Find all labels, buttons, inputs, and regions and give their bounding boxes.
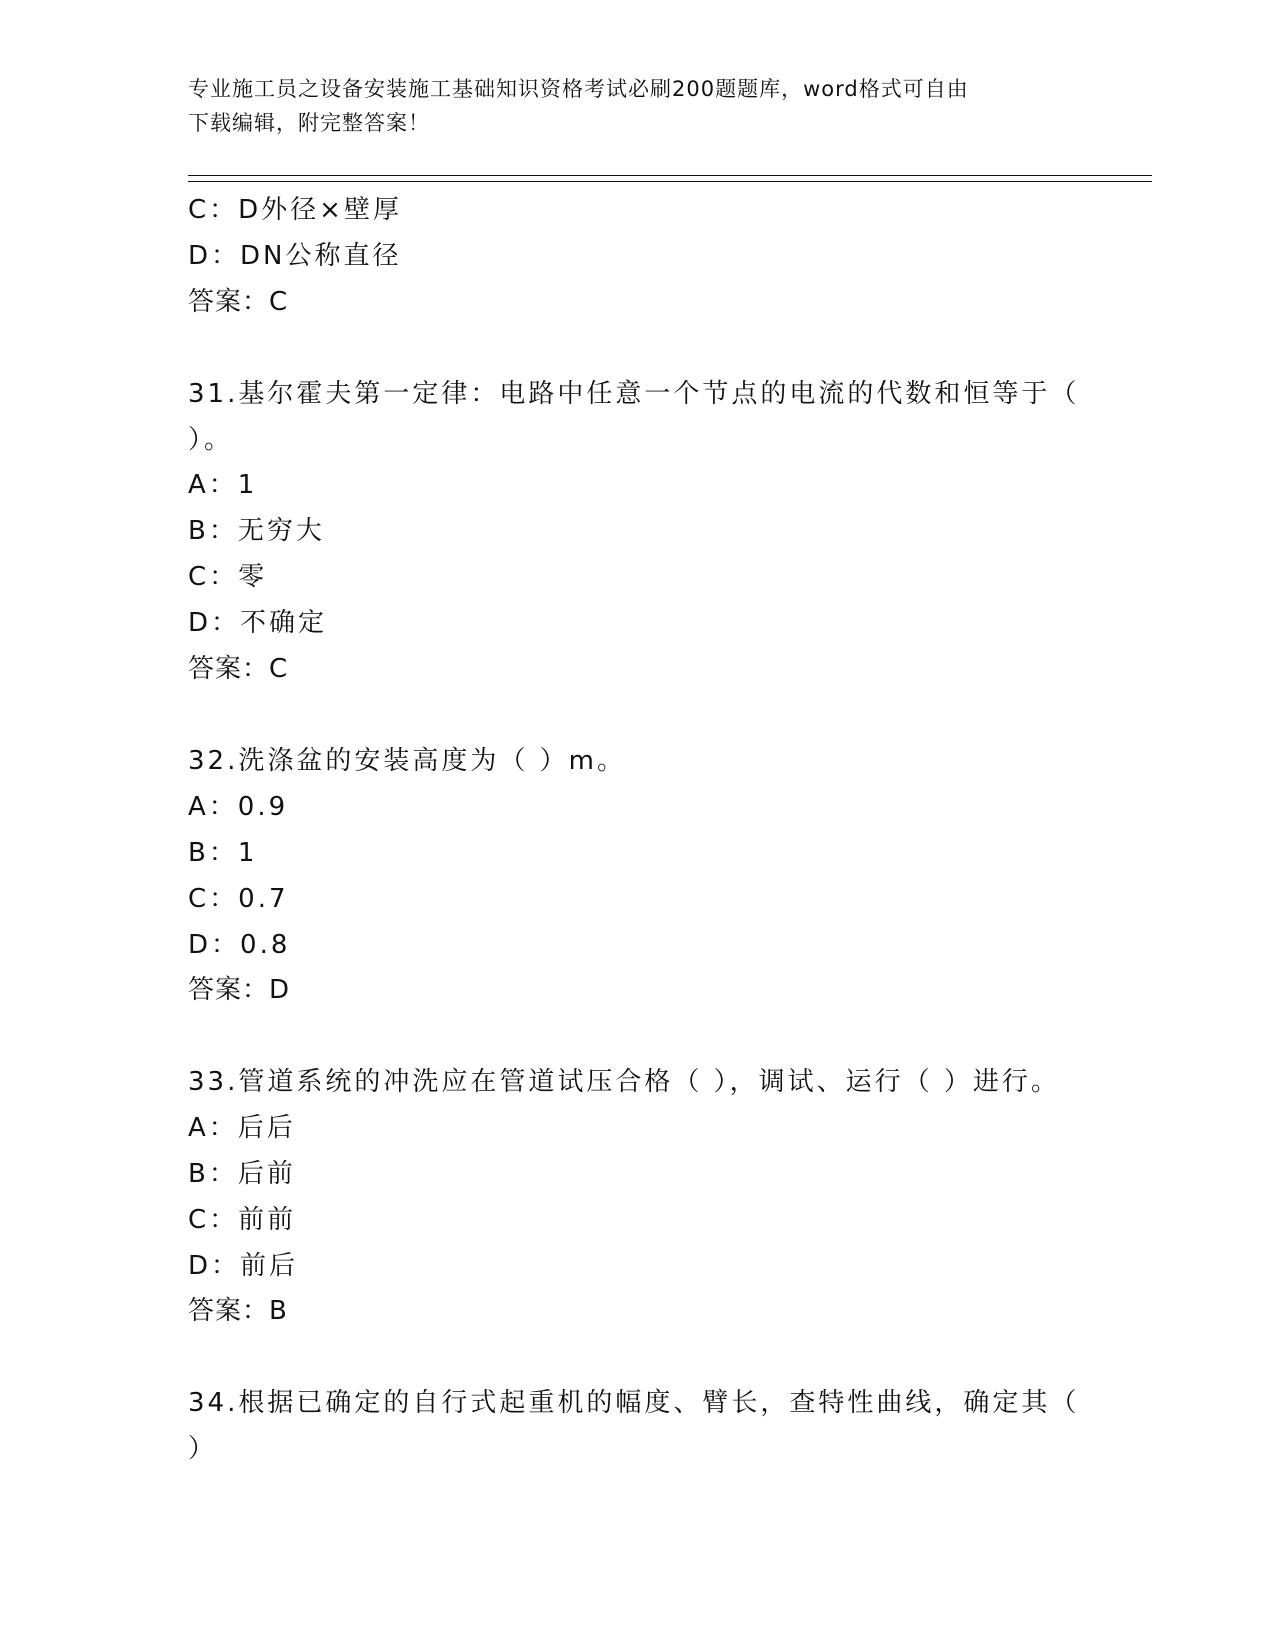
option-b-q31: B：无穷大 bbox=[188, 516, 325, 546]
option-c-q32: C：0.7 bbox=[188, 884, 289, 914]
option-a-q31: A：1 bbox=[188, 470, 258, 500]
header-title-line-1: 专业施工员之设备安装施工基础知识资格考试必刷200题题库，word格式可自由 bbox=[188, 77, 969, 101]
option-d-q30: D：DN公称直径 bbox=[188, 241, 402, 271]
document-header bbox=[188, 72, 1088, 140]
question-32-stem: 32.洗涤盆的安装高度为（ ）m。 bbox=[188, 746, 626, 776]
option-b-q32: B：1 bbox=[188, 838, 258, 868]
answer-q30: 答案：C bbox=[188, 287, 289, 317]
answer-q33: 答案：B bbox=[188, 1296, 288, 1326]
option-c-q31: C：零 bbox=[188, 562, 268, 592]
answer-q32: 答案：D bbox=[188, 975, 291, 1005]
header-title-line-2: 下载编辑，附完整答案！ bbox=[188, 111, 430, 135]
question-33-stem: 33.管道系统的冲洗应在管道试压合格（ ），调试、运行（ ）进行。 bbox=[188, 1067, 1060, 1097]
option-c-q30: C：D外径×壁厚 bbox=[188, 195, 402, 225]
option-b-q33: B：后前 bbox=[188, 1159, 296, 1189]
answer-q31: 答案：C bbox=[188, 654, 289, 684]
option-d-q32: D：0.8 bbox=[188, 930, 291, 960]
header-divider-bottom bbox=[188, 181, 1152, 182]
option-a-q32: A：0.9 bbox=[188, 792, 289, 822]
header-divider-top bbox=[188, 175, 1152, 176]
question-31-stem-cont: ）。 bbox=[188, 425, 234, 455]
option-d-q31: D：不确定 bbox=[188, 608, 328, 638]
option-a-q33: A：后后 bbox=[188, 1113, 296, 1143]
option-d-q33: D：前后 bbox=[188, 1251, 299, 1281]
option-c-q33: C：前前 bbox=[188, 1205, 297, 1235]
question-34-stem-cont: ） bbox=[188, 1434, 218, 1464]
question-31-stem: 31.基尔霍夫第一定律：电路中任意一个节点的电流的代数和恒等于（ bbox=[188, 379, 1080, 409]
question-34-stem: 34.根据已确定的自行式起重机的幅度、臂长，查特性曲线，确定其（ bbox=[188, 1388, 1080, 1418]
